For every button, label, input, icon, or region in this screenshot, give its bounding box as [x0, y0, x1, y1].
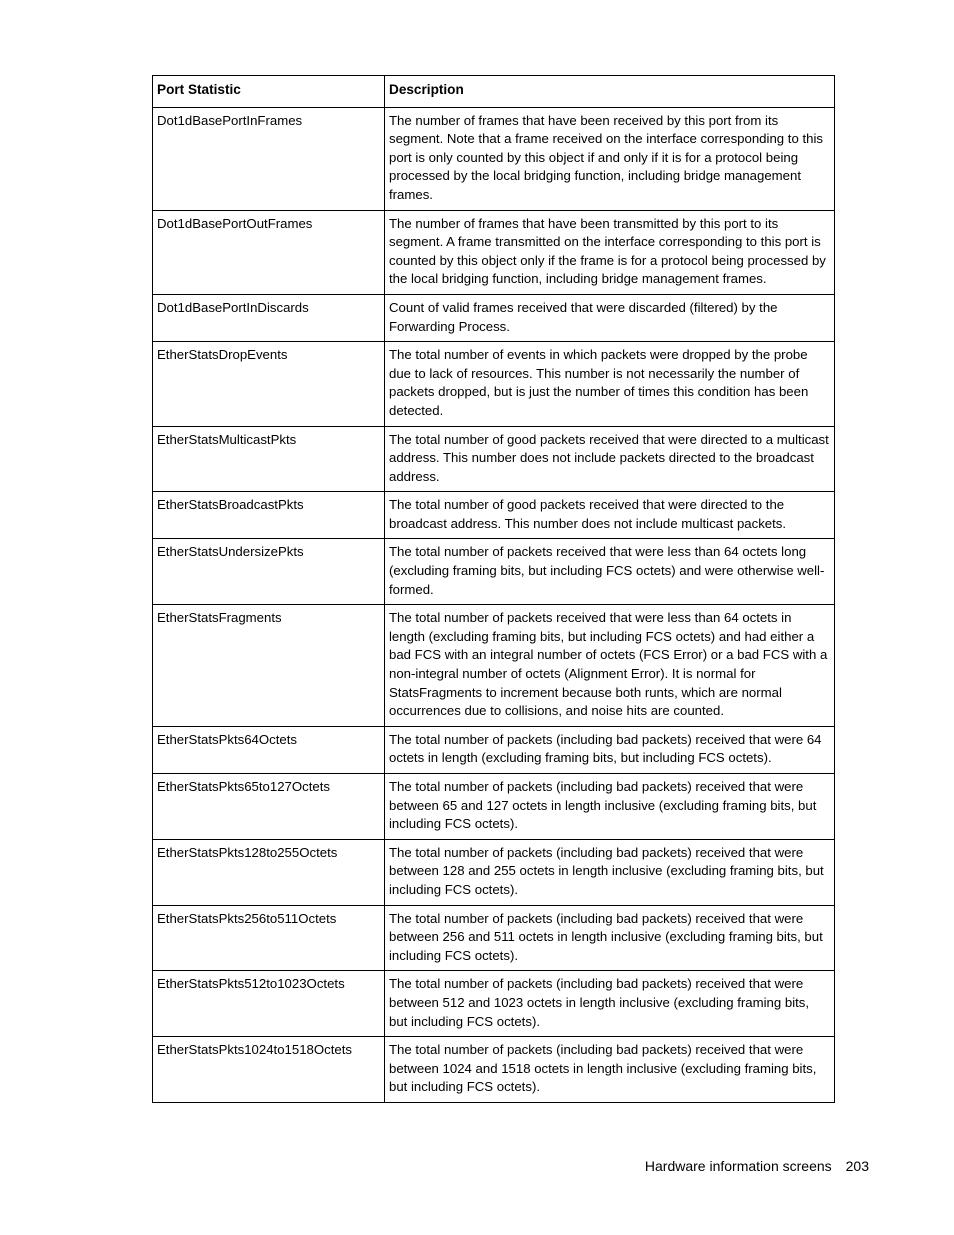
- description-cell: The total number of packets (including bad packets) received that were 64 octets in length (excluding framing bits, but including FCS octets).: [385, 726, 835, 773]
- table-row: [153, 342, 835, 426]
- description-cell: The number of frames that have been transmitted by this port to its segment. A frame transmitted on the interface corresponding to this port is counted by this object only if the frame is for a protocol being processed by the local bridging function, including bridge management frames.: [385, 210, 835, 294]
- description-cell: The total number of packets (including bad packets) received that were between 65 and 127 octets in length inclusive (excluding framing bits, but including FCS octets).: [385, 774, 835, 840]
- description-cell: The total number of good packets received that were directed to a multicast address. This number does not include packets directed to the broadcast address.: [385, 426, 835, 492]
- description-cell: The total number of packets (including bad packets) received that were between 512 and 1023 octets in length inclusive (excluding framing bits, but including FCS octets).: [385, 971, 835, 1037]
- description-cell: The total number of events in which packets were dropped by the probe due to lack of resources. This number is not necessarily the number of packets dropped, but is just the number of times this condition has been detected.: [385, 342, 835, 426]
- page-footer: [645, 1158, 869, 1174]
- table-row: [153, 971, 835, 1037]
- column-header-port-statistic: Port Statistic: [153, 76, 385, 108]
- table-row: [153, 492, 835, 539]
- port-statistic-cell: EtherStatsPkts256to511Octets: [153, 905, 385, 971]
- table-row: [153, 605, 835, 727]
- description-cell: The total number of packets received that were less than 64 octets in length (excluding framing bits, but including FCS octets) and had either a bad FCS with an integral number of octets (FCS Error) or a bad FCS with a non-integral number of octets (Alignment Error). It is normal for StatsFragments to increment because both runts, which are normal occurrences due to collisions, and noise hits are counted.: [385, 605, 835, 727]
- table-row: [153, 1037, 835, 1103]
- description-cell: The number of frames that have been received by this port from its segment. Note that a frame received on the interface corresponding to this port is only counted by this object if and only if it is for a protocol being processed by the local bridging function, including bridge management frames.: [385, 107, 835, 210]
- port-statistic-cell: EtherStatsPkts128to255Octets: [153, 839, 385, 905]
- table-header-row: [153, 76, 835, 108]
- table-row: [153, 426, 835, 492]
- port-statistic-cell: Dot1dBasePortInFrames: [153, 107, 385, 210]
- port-statistic-cell: EtherStatsUndersizePkts: [153, 539, 385, 605]
- port-statistic-cell: EtherStatsPkts64Octets: [153, 726, 385, 773]
- port-statistic-cell: EtherStatsMulticastPkts: [153, 426, 385, 492]
- port-statistics-table: [152, 75, 835, 1103]
- port-statistic-cell: EtherStatsBroadcastPkts: [153, 492, 385, 539]
- description-cell: The total number of packets (including bad packets) received that were between 256 and 511 octets in length inclusive (excluding framing bits, but including FCS octets).: [385, 905, 835, 971]
- table-row: [153, 839, 835, 905]
- description-cell: Count of valid frames received that were discarded (filtered) by the Forwarding Process.: [385, 294, 835, 341]
- table-row: [153, 726, 835, 773]
- table-row: [153, 107, 835, 210]
- table-row: [153, 905, 835, 971]
- table-row: [153, 774, 835, 840]
- port-statistic-cell: EtherStatsDropEvents: [153, 342, 385, 426]
- column-header-description: Description: [385, 76, 835, 108]
- table-row: [153, 294, 835, 341]
- description-cell: The total number of packets (including bad packets) received that were between 128 and 255 octets in length inclusive (excluding framing bits, but including FCS octets).: [385, 839, 835, 905]
- port-statistic-cell: EtherStatsFragments: [153, 605, 385, 727]
- description-cell: The total number of packets received that were less than 64 octets long (excluding framing bits, but including FCS octets) and were otherwise well-formed.: [385, 539, 835, 605]
- port-statistic-cell: EtherStatsPkts1024to1518Octets: [153, 1037, 385, 1103]
- table-body: [153, 107, 835, 1102]
- port-statistic-cell: Dot1dBasePortInDiscards: [153, 294, 385, 341]
- footer-section-title: Hardware information screens: [644, 1158, 832, 1174]
- port-statistic-cell: Dot1dBasePortOutFrames: [153, 210, 385, 294]
- description-cell: The total number of good packets received that were directed to the broadcast address. This number does not include multicast packets.: [385, 492, 835, 539]
- description-cell: The total number of packets (including bad packets) received that were between 1024 and 1518 octets in length inclusive (excluding framing bits, but including FCS octets).: [385, 1037, 835, 1103]
- table-row: [153, 210, 835, 294]
- table-row: [153, 539, 835, 605]
- port-statistic-cell: EtherStatsPkts65to127Octets: [153, 774, 385, 840]
- port-statistic-cell: EtherStatsPkts512to1023Octets: [153, 971, 385, 1037]
- page-number: 203: [845, 1158, 869, 1174]
